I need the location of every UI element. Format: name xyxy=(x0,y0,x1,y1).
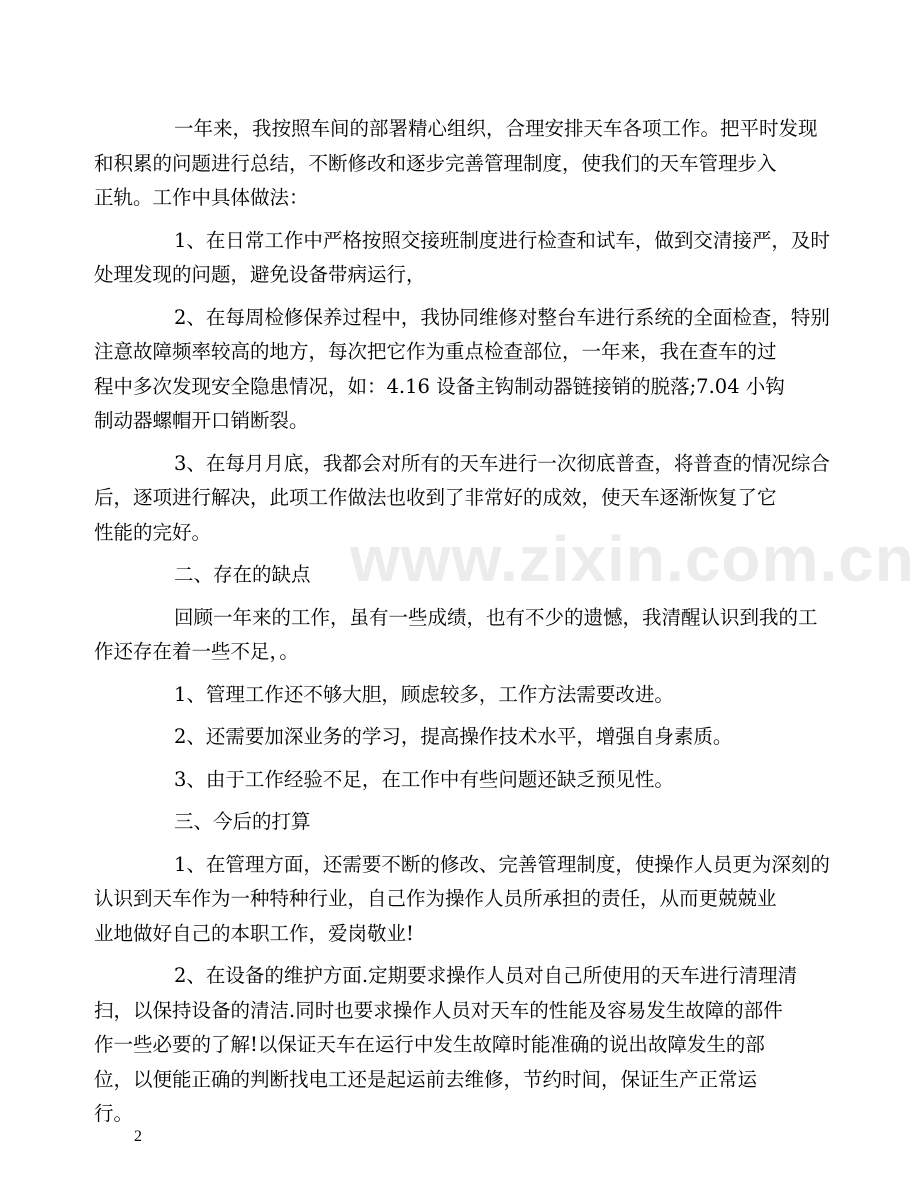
paragraph-line: 制动器螺帽开口销断裂。 xyxy=(94,409,309,432)
paragraph xyxy=(134,720,784,755)
paragraph-line: 作还存在着一些不足，。 xyxy=(94,640,299,663)
paragraph-line: 二、存在的缺点 xyxy=(174,563,311,586)
paragraph-line: 三、今后的打算 xyxy=(174,810,311,833)
paragraph xyxy=(134,558,784,593)
paragraph-line: 1、在日常工作中严格按照交接班制度进行检查和试车，做到交清接严，及时 xyxy=(174,228,830,252)
paragraph xyxy=(94,601,818,670)
paragraph-line: 2、在设备的维护方面.定期要求操作人员对自己所使用的天车进行清理清 xyxy=(174,964,798,987)
paragraph xyxy=(94,301,830,439)
paragraph xyxy=(94,112,818,216)
paragraph-line: 行。 xyxy=(94,1102,134,1125)
paragraph-line: 一年来，我按照车间的部署精心组织，合理安排天车各项工作。把平时发现 xyxy=(174,117,818,140)
paragraph xyxy=(134,763,784,798)
page-number: 2 xyxy=(134,1128,142,1145)
paragraph-line: 处理发现的问题，避免设备带病运行， xyxy=(94,263,426,286)
paragraph-line: 认识到天车作为一种特种行业，自己作为操作人员所承担的责任，从而更兢兢业 xyxy=(94,887,777,910)
document-body xyxy=(94,112,830,1140)
paragraph-line: 正轨。工作中具体做法： xyxy=(94,186,309,209)
paragraph xyxy=(134,805,784,840)
paragraph-line: 后，逐项进行解决，此项工作做法也收到了非常好的成效，使天车逐渐恢复了它 xyxy=(94,486,777,509)
paragraph-line: 1、在管理方面，还需要不断的修改、完善管理制度，使操作人员更为深刻的 xyxy=(174,852,830,876)
paragraph xyxy=(94,848,830,952)
paragraph xyxy=(94,447,830,551)
paragraph-line: 3、在每月月底，我都会对所有的天车进行一次彻底普查，将普查的情况综合 xyxy=(174,451,830,475)
paragraph-line: 1、管理工作还不够大胆，顾虑较多，工作方法需要改进。 xyxy=(174,682,674,706)
paragraph-line: 2、还需要加深业务的学习，提高操作技术水平，增强自身素质。 xyxy=(174,725,733,748)
paragraph-line: 性能的完好。 xyxy=(94,520,212,544)
paragraph-line: 程中多次发现安全隐患情况，如：4.16 设备主钩制动器链接销的脱落;7.04 小钩 xyxy=(94,374,785,398)
paragraph-line: 扫，以保持设备的清洁.同时也要求操作人员对天车的性能及容易发生故障的部件 xyxy=(94,998,783,1022)
paragraph-line: 注意故障频率较高的地方，每次把它作为重点检查部位，一年来，我在查车的过 xyxy=(94,340,777,363)
watermark: www.zixin.com.cn xyxy=(350,523,915,595)
paragraph-line: 位，以便能正确的判断找电工还是起运前去维修，节约时间，保证生产正常运 xyxy=(94,1067,758,1091)
paragraph-line: 和积累的问题进行总结，不断修改和逐步完善管理制度，使我们的天车管理步入 xyxy=(94,151,777,175)
paragraph-line: 3、由于工作经验不足，在工作中有些问题还缺乏预见性。 xyxy=(174,767,674,791)
paragraph-line: 作一些必要的了解!以保证天车在运行中发生故障时能准确的说出故障发生的部 xyxy=(94,1033,765,1056)
paragraph-line: 2、在每周检修保养过程中，我协同维修对整台车进行系统的全面检查，特别 xyxy=(174,305,830,329)
paragraph-line: 业地做好自己的本职工作，爱岗敬业! xyxy=(94,921,414,945)
paragraph xyxy=(94,959,798,1132)
paragraph-line: 回顾一年来的工作，虽有一些成绩，也有不少的遗憾，我清醒认识到我的工 xyxy=(174,605,818,629)
paragraph xyxy=(134,678,784,713)
paragraph xyxy=(94,224,830,293)
